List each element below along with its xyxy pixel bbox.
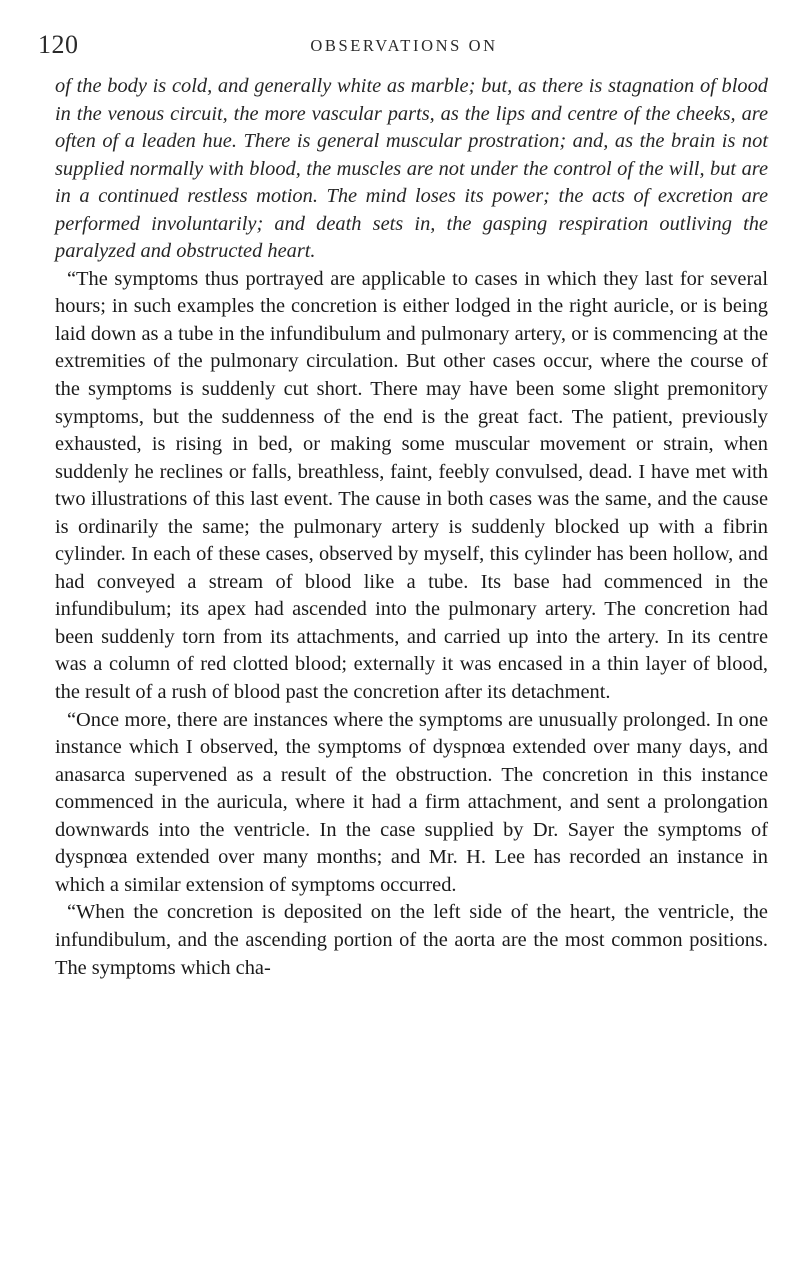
page-number: 120 xyxy=(38,30,79,59)
running-title: OBSERVATIONS ON xyxy=(310,36,498,55)
paragraph-left-side-concretion: “When the concretion is deposited on the left side of the heart, the ventricle, the infundibulum, and the ascending portion of the aorta are the most common positions. The symptoms which cha- xyxy=(55,901,768,979)
body-text xyxy=(55,73,768,982)
paragraph-italic-continuation: of the body is cold, and generally white as marble; but, as there is stagnation of blood in the venous circuit, the more vascular parts, as the lips and centre of the cheeks, are often of a leaden hue. There is general muscular prostration; and, as the brain is not supplied normally with blood, the muscles are not under the control of the will, but are in a continued restless motion. The mind loses its power; the acts of excretion are performed involuntarily; and death sets in, the gasping respiration outliving the paralyzed and obstructed heart. xyxy=(55,75,768,263)
running-head xyxy=(38,30,770,64)
paragraph-sudden-death-cases: “The symptoms thus portrayed are applicable to cases in which they last for several hours; in such examples the concretion is either lodged in the right auricle, or is being laid down as a tube in the infundibulum and pulmonary artery, or is commencing at the extremities of the pulmonary circulation. But other cases occur, where the course of the symptoms is suddenly cut short. There may have been some slight premonitory symptoms, but the suddenness of the end is the great fact. The patient, previously exhausted, is rising in bed, or making some muscular movement or strain, when suddenly he reclines or falls, breathless, faint, feebly convulsed, dead. I have met with two illustrations of this last event. The cause in both cases was the same, and the cause is ordinarily the same; the pulmonary artery is suddenly blocked up with a fibrin cylinder. In each of these cases, observed by myself, this cylinder has been hollow, and had conveyed a stream of blood like a tube. Its base had commenced in the infundibulum; its apex had ascended into the pulmonary artery. The concretion had been suddenly torn from its attachments, and carried up into the artery. In its centre was a column of red clotted blood; externally it was encased in a thin layer of blood, the result of a rush of blood past the concretion after its detachment. xyxy=(55,267,768,704)
paragraph-prolonged-cases: “Once more, there are instances where the symptoms are unusually prolonged. In one instance which I observed, the symptoms of dyspnœa extended over many days, and anasarca supervened as a result of the obstruction. The concretion in this instance commenced in the auricula, where it had a firm attachment, and sent a prolongation downwards into the ventricle. In the case supplied by Dr. Sayer the symptoms of dyspnœa extended over many months; and Mr. H. Lee has recorded an instance in which a similar extension of symptoms occurred. xyxy=(55,708,768,896)
